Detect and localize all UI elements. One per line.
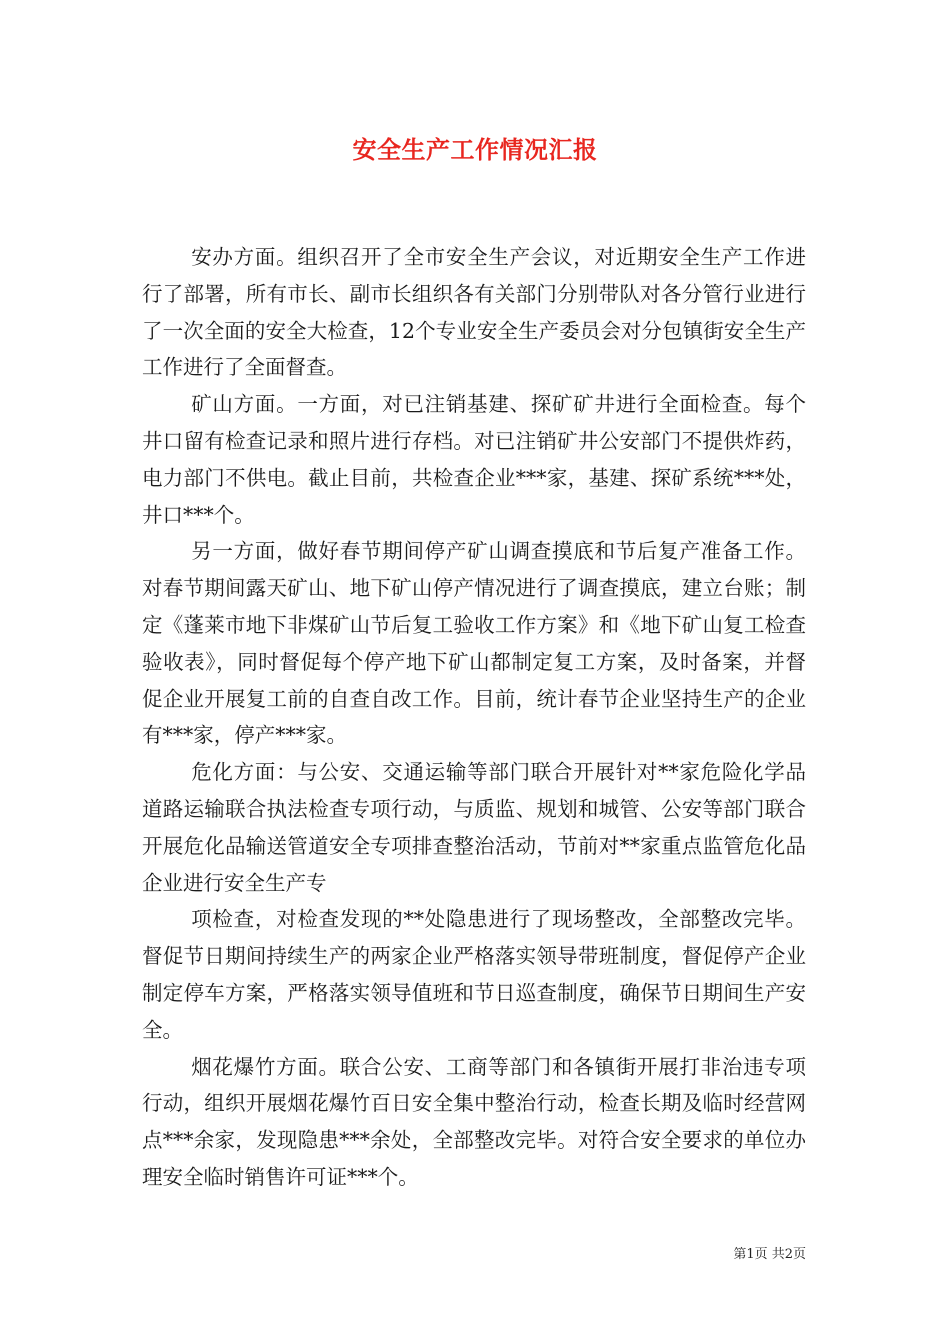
paragraph-mining-resume: 另一方面，做好春节期间停产矿山调查摸底和节后复产准备工作。对春节期间露天矿山、地下矿山停产情况进行了调查摸底，建立台账；制定《蓬莱市地下非煤矿山节后复工验收工作方案》和《地下矿山复工检查验收表》，同时督促每个停产地下矿山都制定复工方案，及时备案，并督促企业开展复工前的自查自改工作。目前，统计春节企业坚持生产的企业有***家，停产***家。 [142,539,806,748]
paragraph-fireworks: 烟花爆竹方面。联合公安、工商等部门和各镇街开展打非治违专项行动，组织开展烟花爆竹百日安全集中整治行动，检查长期及临时经营网点***余家，发现隐患***余处，全部整改完毕。对符合安全要求的单位办理安全临时销售许可证***个。 [142,1054,806,1189]
paragraph-safety-office: 安办方面。组织召开了全市安全生产会议，对近期安全生产工作进行了部署，所有市长、副市长组织各有关部门分别带队对各分管行业进行了一次全面的安全大检查，12个专业安全生产委员会对分包镇街安全生产工作进行了全面督查。 [142,245,806,380]
paragraph-inspection: 项检查，对检查发现的**处隐患进行了现场整改，全部整改完毕。督促节日期间持续生产的两家企业严格落实领导带班制度，督促停产企业制定停车方案，严格落实领导值班和节日巡查制度，确保节日期间生产安全。 [142,907,806,1042]
page-number: 第1页 共2页 [733,1247,806,1262]
document-title: 安全生产工作情况汇报 [352,135,598,164]
paragraph-mining: 矿山方面。一方面，对已注销基建、探矿矿井进行全面检查。每个井口留有检查记录和照片进行存档。对已注销矿井公安部门不提供炸药，电力部门不供电。截止目前，共检查企业***家，基建、探矿系统***处，井口***个。 [142,392,806,527]
document-body [142,239,806,1196]
paragraph-hazardous-chemicals: 危化方面：与公安、交通运输等部门联合开展针对**家危险化学品道路运输联合执法检查专项行动，与质监、规划和城管、公安等部门联合开展危化品输送管道安全专项排查整治活动，节前对**家重点监管危化品企业进行安全生产专 [142,760,806,895]
